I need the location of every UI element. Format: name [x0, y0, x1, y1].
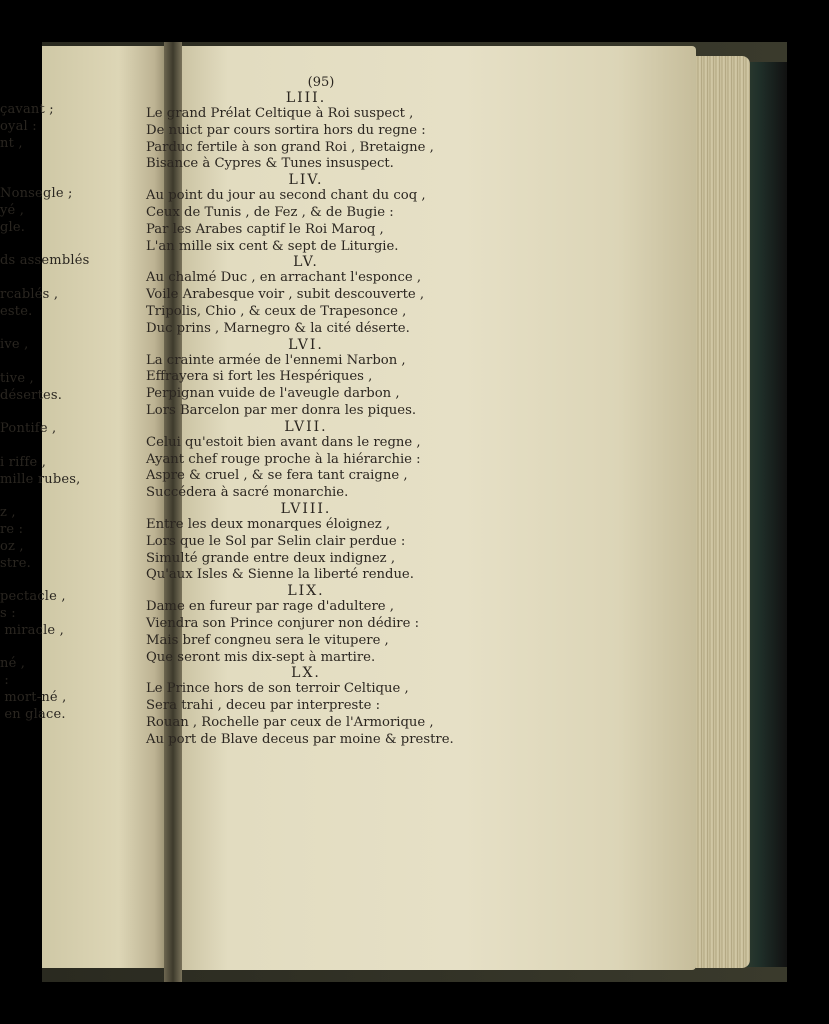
- quatrain-heading: LVIII.: [280, 500, 332, 517]
- verse-line: Au port de Blave deceus par moine & prestre.: [146, 731, 454, 747]
- verse-line: Voile Arabesque voir , subit descouverte ,: [146, 287, 425, 303]
- left-page-line: nt ,: [0, 135, 23, 151]
- verse-line: Tripolis, Chio , & ceux de Trapesonce ,: [146, 303, 407, 319]
- verse-line: Au chalmé Duc , en arrachant l'esponce ,: [146, 270, 422, 286]
- quatrain: [146, 584, 446, 666]
- verse-line: Aspre & cruel , & se fera tant craigne ,: [146, 468, 408, 484]
- quatrain: [146, 338, 446, 420]
- left-page-line: en glace.: [0, 706, 66, 722]
- left-page-line: [0, 236, 122, 253]
- left-page-line: stre.: [0, 555, 31, 571]
- verse-line: Effrayera si fort les Hespériques ,: [146, 369, 373, 385]
- left-page-line: [0, 354, 122, 371]
- right-page-text: [146, 75, 454, 749]
- quatrain: [146, 173, 446, 255]
- quatrain-heading: LVI.: [288, 336, 324, 353]
- left-page-text: [0, 102, 122, 723]
- left-page-line: [0, 152, 122, 169]
- quatrain-heading: LIII.: [285, 90, 327, 106]
- left-page-line: :: [0, 673, 9, 689]
- left-page-line: gle.: [0, 219, 26, 235]
- quatrain: [146, 420, 446, 502]
- verse-line: Parduc fertile à son grand Roi , Bretaigne ,: [146, 139, 434, 155]
- left-page-line: Nonsegle ;: [0, 185, 73, 201]
- verse-line: Au point du jour au second chant du coq ,: [146, 188, 426, 204]
- verse-line: Rouan , Rochelle par ceux de l'Armorique ,: [146, 714, 434, 730]
- quatrain-heading: LVII.: [284, 418, 328, 435]
- verse-line: Duc prins , Marnegro & la cité déserte.: [146, 320, 410, 336]
- left-page-line: miracle ,: [0, 622, 64, 638]
- page-edges: [690, 56, 750, 968]
- left-page-line: ive ,: [0, 337, 29, 353]
- left-page-line: yé ,: [0, 202, 25, 218]
- verse-line: Bisance à Cypres & Tunes insuspect.: [146, 156, 394, 172]
- quatrain-list: [146, 90, 454, 749]
- verse-line: Sera trahi , deceu par interpreste :: [146, 698, 381, 714]
- quatrain: [146, 91, 446, 173]
- left-page-line: [0, 572, 122, 589]
- verse-line: Simulté grande entre deux indignez ,: [146, 550, 396, 566]
- left-page-line: [0, 320, 122, 337]
- quatrain: [146, 255, 446, 337]
- verse-line: Succédera à sacré monarchie.: [146, 485, 349, 501]
- verse-line: Que seront mis dix-sept à martire.: [146, 649, 376, 665]
- left-page-line: [0, 640, 122, 657]
- left-page-line: rcablés ,: [0, 286, 59, 302]
- left-page-line: né ,: [0, 656, 26, 672]
- left-page-line: s :: [0, 605, 16, 621]
- left-page-line: pectacle ,: [0, 589, 66, 605]
- left-page-line: oyal :: [0, 118, 37, 134]
- verse-line: L'an mille six cent & sept de Liturgie.: [146, 238, 399, 254]
- verse-line: Viendra son Prince conjurer non dédire :: [146, 615, 420, 631]
- quatrain-heading: LV.: [293, 254, 319, 271]
- left-page-line: z ,: [0, 505, 16, 521]
- verse-line: Lors Barcelon par mer donra les piques.: [146, 402, 417, 418]
- left-page-line: [0, 404, 122, 421]
- verse-line: Entre les deux monarques éloignez ,: [146, 516, 391, 532]
- verse-line: Lors que le Sol par Selin clair perdue :: [146, 533, 406, 549]
- left-page-line: Pontife ,: [0, 421, 57, 437]
- quatrain-heading: LIV.: [288, 172, 324, 189]
- quatrain: [146, 665, 454, 748]
- quatrain-heading: LX.: [291, 665, 321, 682]
- left-page-line: re :: [0, 521, 24, 537]
- verse-line: Celui qu'estoit bien avant dans le regne ,: [146, 434, 421, 450]
- left-page-line: i riffe ,: [0, 454, 47, 470]
- verse-line: Le Prince hors de son terroir Celtique ,: [146, 681, 409, 697]
- left-page-line: tive ,: [0, 370, 34, 386]
- verse-line: Mais bref congneu sera le vitupere ,: [146, 632, 389, 648]
- verse-line: Qu'aux Isles & Sienne la liberté rendue.: [146, 567, 414, 583]
- verse-line: Perpignan vuide de l'aveugle darbon ,: [146, 386, 400, 402]
- left-page-line: [0, 438, 122, 455]
- quatrain: [146, 502, 446, 584]
- verse-line: La crainte armée de l'ennemi Narbon ,: [146, 352, 406, 368]
- left-page-line: [0, 169, 122, 186]
- verse-line: Dame en fureur par rage d'adultere ,: [146, 599, 394, 615]
- verse-line: De nuict par cours sortira hors du regne :: [146, 122, 426, 138]
- left-page-line: ds assemblés: [0, 253, 90, 269]
- page-number: (95): [307, 75, 335, 90]
- left-page-line: este.: [0, 303, 33, 319]
- left-page-line: mille rubes,: [0, 471, 81, 487]
- left-page-line: mort-né ,: [0, 689, 67, 705]
- left-page-line: [0, 488, 122, 505]
- verse-line: Le grand Prélat Celtique à Roi suspect ,: [146, 106, 414, 121]
- left-page-line: çavant ;: [0, 102, 54, 117]
- verse-line: Ayant chef rouge proche à la hiérarchie :: [146, 451, 421, 467]
- left-page-line: désertes.: [0, 387, 63, 403]
- verse-line: Par les Arabes captif le Roi Maroq ,: [146, 221, 384, 237]
- left-page-line: [0, 270, 122, 287]
- left-page-line: oz ,: [0, 538, 24, 554]
- quatrain-heading: LIX.: [287, 583, 325, 600]
- verse-line: Ceux de Tunis , de Fez , & de Bugie :: [146, 204, 394, 220]
